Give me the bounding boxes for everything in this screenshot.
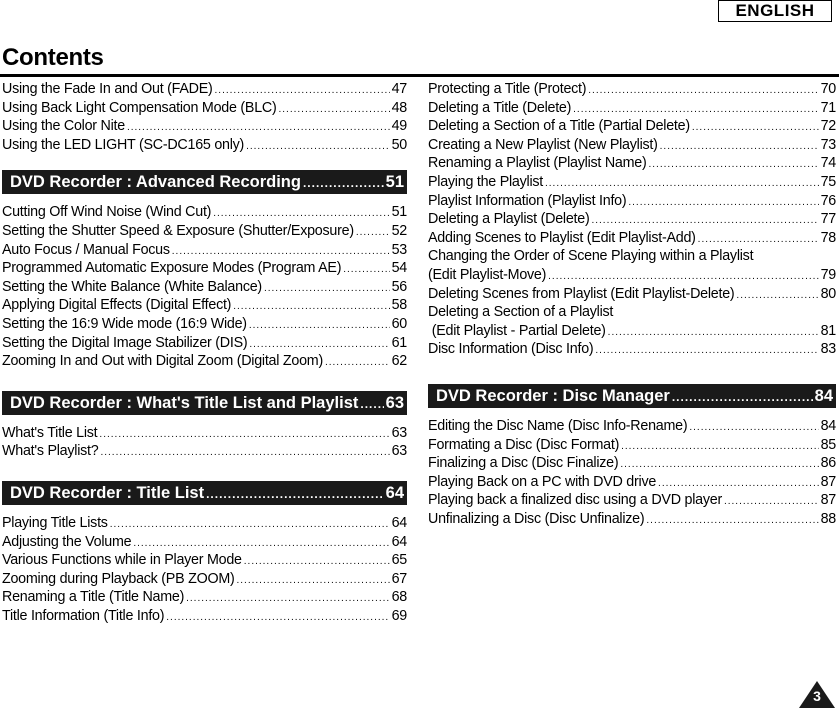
dot-leader: [621, 438, 819, 457]
entry-page: 81: [820, 322, 836, 339]
toc-entry[interactable]: [2, 424, 407, 443]
section-title: DVD Recorder : What's Title List and Playlist: [10, 393, 359, 412]
toc-entry[interactable]: [2, 80, 407, 99]
toc-entry[interactable]: [2, 203, 407, 222]
toc-entry[interactable]: [428, 473, 836, 492]
entry-page: 49: [391, 118, 407, 135]
dot-leader: [660, 138, 819, 157]
entry-title: Finalizing a Disc (Disc Finalize): [428, 455, 619, 472]
entry-title: Deleting Scenes from Playlist (Edit Playlist-Delete): [428, 285, 735, 302]
toc-entry[interactable]: [428, 436, 836, 455]
entry-title: Playing back a finalized disc using a DVD player: [428, 492, 722, 509]
title-list-list: [2, 514, 407, 626]
right-disc-list: [428, 340, 836, 359]
toc-entry[interactable]: [428, 340, 836, 359]
toc-entry[interactable]: [2, 588, 407, 607]
entry-title: (Edit Playlist-Move): [428, 266, 547, 283]
toc-entry[interactable]: [2, 99, 407, 118]
entry-page: 50: [391, 136, 407, 153]
entry-page: 65: [391, 552, 407, 569]
section-page: 64: [385, 483, 404, 502]
entry-page: 88: [820, 510, 836, 527]
entry-page: 60: [391, 315, 407, 332]
toc-entry[interactable]: [2, 278, 407, 297]
dot-leader: [649, 156, 819, 175]
entry-page: 87: [820, 473, 836, 490]
dot-leader: [628, 194, 818, 213]
toc-entry[interactable]: [428, 417, 836, 436]
dot-leader: [595, 342, 818, 361]
section-page: 63: [385, 393, 404, 412]
dot-leader: [646, 512, 818, 531]
toc-entry[interactable]: [428, 266, 836, 285]
toc-entry[interactable]: [2, 259, 407, 278]
entry-page: 69: [391, 607, 407, 624]
entry-title: Deleting a Playlist (Delete): [428, 211, 590, 228]
entry-page: 73: [820, 136, 836, 153]
entry-page: 85: [820, 436, 836, 453]
toc-entry[interactable]: [428, 491, 836, 510]
entry-title: What's Title List: [2, 424, 98, 441]
entry-title: Auto Focus / Manual Focus: [2, 241, 170, 258]
page-title: Contents: [2, 44, 104, 71]
entry-title: Renaming a Playlist (Playlist Name): [428, 155, 647, 172]
left-column: [2, 80, 407, 625]
right-intro-list: [428, 80, 836, 247]
section-page: 51: [385, 173, 404, 192]
dot-leader: [244, 553, 390, 572]
entry-title: Playing Title Lists: [2, 514, 108, 531]
dot-leader: [237, 572, 390, 591]
toc-entry-continued[interactable]: Deleting a Section of a Playlist: [428, 304, 614, 321]
dot-leader: [692, 119, 819, 138]
entry-page: 74: [820, 155, 836, 172]
entry-title: Using Back Light Compensation Mode (BLC): [2, 99, 277, 116]
dot-leader: [608, 324, 819, 343]
entry-page: 80: [820, 285, 836, 302]
dot-leader: [264, 280, 390, 299]
entry-title: Applying Digital Effects (Digital Effect): [2, 297, 232, 314]
entry-page: 63: [391, 424, 407, 441]
entry-page: 75: [820, 173, 836, 190]
entry-title: Protecting a Title (Protect): [428, 81, 587, 97]
toc-entry[interactable]: [428, 99, 836, 118]
entry-title: Adjusting the Volume: [2, 533, 132, 550]
entry-title: Using the Fade In and Out (FADE): [2, 81, 213, 97]
toc-entry[interactable]: [428, 117, 836, 136]
toc-entry[interactable]: [2, 442, 407, 461]
entry-page: 52: [391, 222, 407, 239]
dot-leader: [279, 101, 390, 120]
section-page: 84: [814, 386, 833, 405]
toc-entry[interactable]: [2, 117, 407, 136]
page-number-badge: [797, 679, 837, 709]
entry-page: 77: [820, 211, 836, 228]
toc-entry[interactable]: [428, 510, 836, 529]
entry-page: 72: [820, 118, 836, 135]
entry-title: Cutting Off Wind Noise (Wind Cut): [2, 204, 212, 221]
entry-title: Setting the Digital Image Stabilizer (DIS): [2, 334, 248, 351]
title-and-playlist-list: [2, 424, 407, 461]
entry-title: Deleting a Section of a Title (Partial Delete): [428, 118, 690, 135]
entry-title: Using the LED LIGHT (SC-DC165 only): [2, 136, 245, 153]
entry-page: 61: [391, 334, 407, 351]
toc-entry[interactable]: [2, 296, 407, 315]
entry-page: 86: [820, 455, 836, 472]
toc-entry[interactable]: [2, 241, 407, 260]
toc-entry[interactable]: [2, 222, 407, 241]
entry-page: 70: [820, 81, 836, 97]
entry-page: 47: [391, 81, 407, 97]
dot-leader: [360, 392, 383, 416]
entry-title: Zooming In and Out with Digital Zoom (Digital Zoom): [2, 353, 323, 370]
entry-title: Unfinalizing a Disc (Disc Unfinalize): [428, 510, 645, 527]
entry-title: Renaming a Title (Title Name): [2, 589, 185, 606]
entry-page: 83: [820, 341, 836, 358]
section-header-disc-manager[interactable]: [428, 384, 836, 408]
entry-page: 84: [820, 417, 836, 434]
dot-leader: [689, 419, 818, 438]
toc-entry[interactable]: [2, 352, 407, 371]
dot-leader: [206, 482, 384, 506]
toc-entry[interactable]: [2, 570, 407, 589]
entry-page: 76: [820, 192, 836, 209]
dot-leader: [246, 138, 390, 157]
entry-page: 67: [391, 570, 407, 587]
toc-entry[interactable]: [428, 136, 836, 155]
entry-title: Title Information (Title Info): [2, 607, 165, 624]
dot-leader: [186, 590, 389, 609]
entry-title: Disc Information (Disc Info): [428, 341, 594, 358]
toc-entry[interactable]: [428, 285, 836, 304]
language-badge: ENGLISH: [718, 0, 832, 22]
entry-title: Adding Scenes to Playlist (Edit Playlist-Add): [428, 229, 696, 246]
dot-leader: [99, 426, 389, 445]
advanced-recording-list: [2, 203, 407, 370]
toc-entry[interactable]: [428, 210, 836, 229]
toc-entry[interactable]: [428, 192, 836, 211]
entry-page: 78: [820, 229, 836, 246]
dot-leader: [588, 82, 818, 101]
right-mid-list: [428, 285, 836, 304]
toc-entry[interactable]: [2, 551, 407, 570]
entry-title: (Edit Playlist - Partial Delete): [428, 322, 606, 339]
section-header-title-list[interactable]: [2, 481, 407, 505]
dot-leader: [249, 317, 390, 336]
entry-page: 87: [820, 492, 836, 509]
entry-page: 53: [391, 241, 407, 258]
disc-manager-list: [428, 417, 836, 529]
entry-title: Setting the 16:9 Wide mode (16:9 Wide): [2, 315, 247, 332]
entry-page: 79: [820, 266, 836, 283]
dot-leader: [672, 385, 813, 409]
entry-title: Setting the White Balance (White Balance): [2, 278, 262, 295]
section-header-advanced-recording[interactable]: [2, 170, 407, 194]
toc-entry[interactable]: [2, 315, 407, 334]
toc-entry[interactable]: [428, 80, 836, 99]
dot-leader: [166, 609, 389, 628]
entry-page: 63: [391, 443, 407, 460]
entry-page: 68: [391, 589, 407, 606]
entry-title: Formating a Disc (Disc Format): [428, 436, 620, 453]
toc-entry[interactable]: [428, 154, 836, 173]
toc-entry[interactable]: [2, 607, 407, 626]
section-header-title-list-and-playlist[interactable]: [2, 391, 407, 415]
toc-entry[interactable]: [2, 334, 407, 353]
section-title: DVD Recorder : Advanced Recording: [10, 173, 301, 192]
toc-entry[interactable]: [2, 533, 407, 552]
page-number: 3: [813, 688, 821, 704]
title-divider: [0, 74, 839, 77]
dot-leader: [233, 298, 389, 317]
left-intro-list: [2, 80, 407, 154]
toc-entry[interactable]: [428, 229, 836, 248]
section-title: DVD Recorder : Disc Manager: [436, 386, 670, 405]
entry-title: Playing Back on a PC with DVD drive: [428, 473, 657, 490]
entry-page: 51: [391, 204, 407, 221]
dot-leader: [724, 493, 819, 512]
entry-page: 56: [391, 278, 407, 295]
dot-leader: [343, 261, 389, 280]
dot-leader: [100, 444, 389, 463]
entry-page: 62: [391, 353, 407, 370]
toc-entry[interactable]: [2, 136, 407, 155]
dot-leader: [356, 224, 390, 243]
toc-entry[interactable]: [428, 173, 836, 192]
entry-title: Creating a New Playlist (New Playlist): [428, 136, 658, 153]
entry-page: 48: [391, 99, 407, 116]
entry-title: Using the Color Nite: [2, 118, 125, 135]
right-column: [428, 80, 836, 528]
toc-entry-continued[interactable]: Changing the Order of Scene Playing within a Playlist: [428, 248, 754, 265]
entry-page: 64: [391, 514, 407, 531]
entry-title: Zooming during Playback (PB ZOOM): [2, 570, 235, 587]
entry-page: 54: [391, 260, 407, 277]
entry-title: Setting the Shutter Speed & Exposure (Shutter/Exposure): [2, 222, 354, 239]
entry-title: Programmed Automatic Exposure Modes (Program AE): [2, 260, 342, 277]
dot-leader: [303, 171, 384, 195]
dot-leader: [736, 287, 818, 306]
entry-page: 58: [391, 297, 407, 314]
entry-title: Playing the Playlist: [428, 173, 543, 190]
entry-title: Playlist Information (Playlist Info): [428, 192, 627, 209]
dot-leader: [325, 354, 390, 373]
toc-entry[interactable]: [428, 454, 836, 473]
section-title: DVD Recorder : Title List: [10, 483, 205, 502]
entry-page: 64: [391, 533, 407, 550]
toc-entry[interactable]: [2, 514, 407, 533]
entry-page: 71: [820, 99, 836, 116]
entry-title: What's Playlist?: [2, 443, 99, 460]
dot-leader: [110, 516, 390, 535]
toc-entry[interactable]: [428, 322, 836, 341]
entry-title: Deleting a Title (Delete): [428, 99, 572, 116]
entry-title: Various Functions while in Player Mode: [2, 552, 242, 569]
entry-title: Editing the Disc Name (Disc Info-Rename): [428, 417, 688, 434]
